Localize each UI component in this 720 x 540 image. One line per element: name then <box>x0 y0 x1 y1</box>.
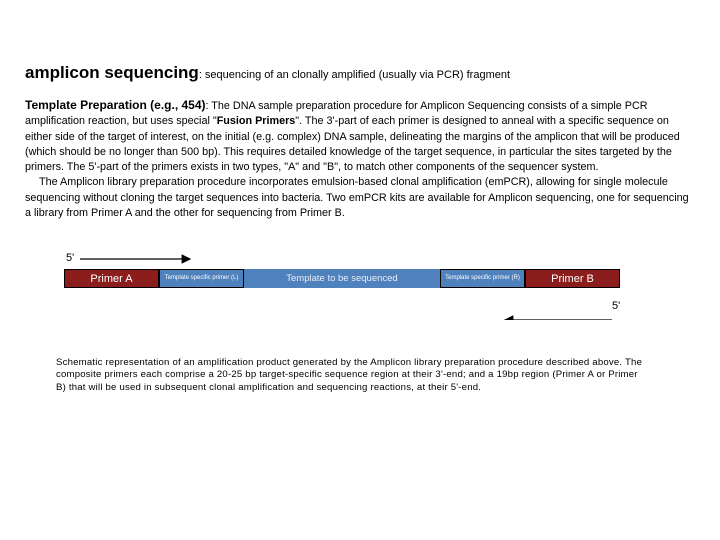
specific-primer-left-block: Template specific primer (L) <box>159 269 244 288</box>
primer-b-block: Primer B <box>525 269 620 288</box>
fusion-primers-term: Fusion Primers <box>216 115 296 128</box>
five-prime-label-bottom: 5' <box>612 300 621 312</box>
primer-a-block: Primer A <box>64 269 159 288</box>
body-lead: Template Preparation (e.g., 454) <box>25 98 206 112</box>
five-prime-label-top: 5' <box>66 252 75 264</box>
title-main: amplicon sequencing <box>25 63 199 82</box>
title-subtitle: : sequencing of an clonally amplified (usually via PCR) fragment <box>198 69 511 81</box>
body-text-part-3: The Amplicon library preparation procedure incorporates emulsion-based clonal amplification (emPCR), allowing for single molecule sequencing without cloning the target sequences into bacteria. Two emPCR kits are available for Amplicon sequencing, one for sequencing a library from Primer A and the other for sequencing from Primer B. <box>25 176 689 220</box>
body-text-part-1: : The DNA sample preparation procedure for Amplicon Sequencing consists of a simple PCR amplification reaction, but uses special " <box>25 100 648 128</box>
figure-caption: Schematic representation of an amplification product generated by the Amplicon library preparation procedure described above. The composite primers each comprise a 20-25 bp target-specific sequence region at their 3'-end; and a 19bp region (Primer A or Primer B) that will be used in subsequent clonal amplification and sequencing reactions, at their 5'-end. <box>56 357 643 393</box>
template-block: Template to be sequenced <box>244 269 440 288</box>
body-text-part-2: ". The 3'-part of each primer is designed to anneal with a specific sequence on either side of the target of interest, on the initial (e.g. complex) DNA sample, delineating the margins of the amplicon that will be produced (which should be no longer than 500 bp). This requires detailed knowledge of the target sequence, in particular the sites targeted by the primers. The 5'-part of the primers exists in two types, "A" and "B", to match other components of the sequencer system. <box>25 115 680 174</box>
specific-primer-right-block: Template specific primer (R) <box>440 269 525 288</box>
